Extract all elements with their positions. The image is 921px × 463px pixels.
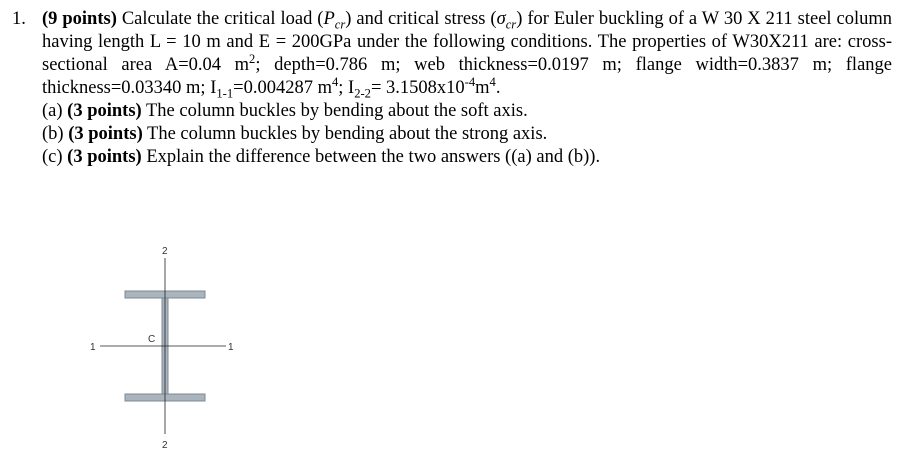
problem-body	[42, 8, 892, 169]
part-b-points: (3 points)	[68, 124, 143, 144]
axis-2-top-label: 2	[162, 246, 168, 257]
part-b-prefix: (b)	[42, 124, 69, 144]
part-a-points: (3 points)	[67, 101, 142, 121]
i22-power-exponent: -4	[464, 74, 476, 89]
i22-unit-exponent: 4	[489, 74, 496, 89]
sigma-subscript: cr	[505, 17, 517, 32]
intro-text-6: ; I	[338, 78, 355, 98]
intro-text-7: = 3.1508x10	[370, 78, 465, 98]
sigma-symbol: σ	[496, 9, 506, 29]
part-c-text: Explain the difference between the two answers ((a) and (b)).	[141, 147, 601, 167]
centroid-label: C	[148, 334, 156, 345]
pcr-subscript: cr	[334, 17, 346, 32]
problem-statement	[12, 8, 892, 169]
problem-intro	[42, 8, 892, 100]
part-c-points: (3 points)	[67, 147, 142, 167]
w-section-figure	[78, 238, 258, 458]
part-c	[42, 146, 892, 169]
part-c-prefix: (c)	[42, 147, 68, 167]
intro-text-1: Calculate the critical load (	[116, 9, 324, 29]
part-a-prefix: (a)	[42, 101, 68, 121]
part-a-text: The column buckles by bending about the soft axis.	[141, 101, 528, 121]
intro-text-3: ) for Euler buckling of a W 30 X 211 steel column having length L = 10 m and E = 200GPa under the following conditions. The properties of W30X211 are: cross-sectional area A=0.04 m	[42, 9, 892, 75]
part-b-text: The column buckles by bending about the strong axis.	[142, 124, 548, 144]
intro-text-8: m	[475, 78, 490, 98]
problem-points: (9 points)	[42, 9, 117, 29]
axis-1-left-label: 1	[90, 342, 96, 353]
w-section-diagram	[78, 238, 258, 458]
intro-text-2: ) and critical stress (	[345, 9, 497, 29]
intro-text-5: =0.004287 m	[233, 78, 332, 98]
intro-text-9: .	[495, 78, 501, 98]
part-a	[42, 100, 892, 123]
pcr-symbol: P	[323, 9, 335, 29]
axis-2-bottom-label: 2	[162, 440, 168, 451]
axis-1-right-label: 1	[228, 342, 234, 353]
i22-subscript: 2-2	[354, 86, 371, 101]
i11-unit-exponent: 4	[331, 74, 339, 89]
area-unit-exponent: 2	[249, 51, 256, 66]
i11-subscript: 1-1	[216, 86, 234, 101]
part-b	[42, 123, 892, 146]
problem-number: 1.	[12, 9, 26, 29]
intro-text-4: ; depth=0.786 m; web thickness=0.0197 m; flange width=0.3837 m; flange thickness=0.03340 m; I	[42, 55, 892, 98]
